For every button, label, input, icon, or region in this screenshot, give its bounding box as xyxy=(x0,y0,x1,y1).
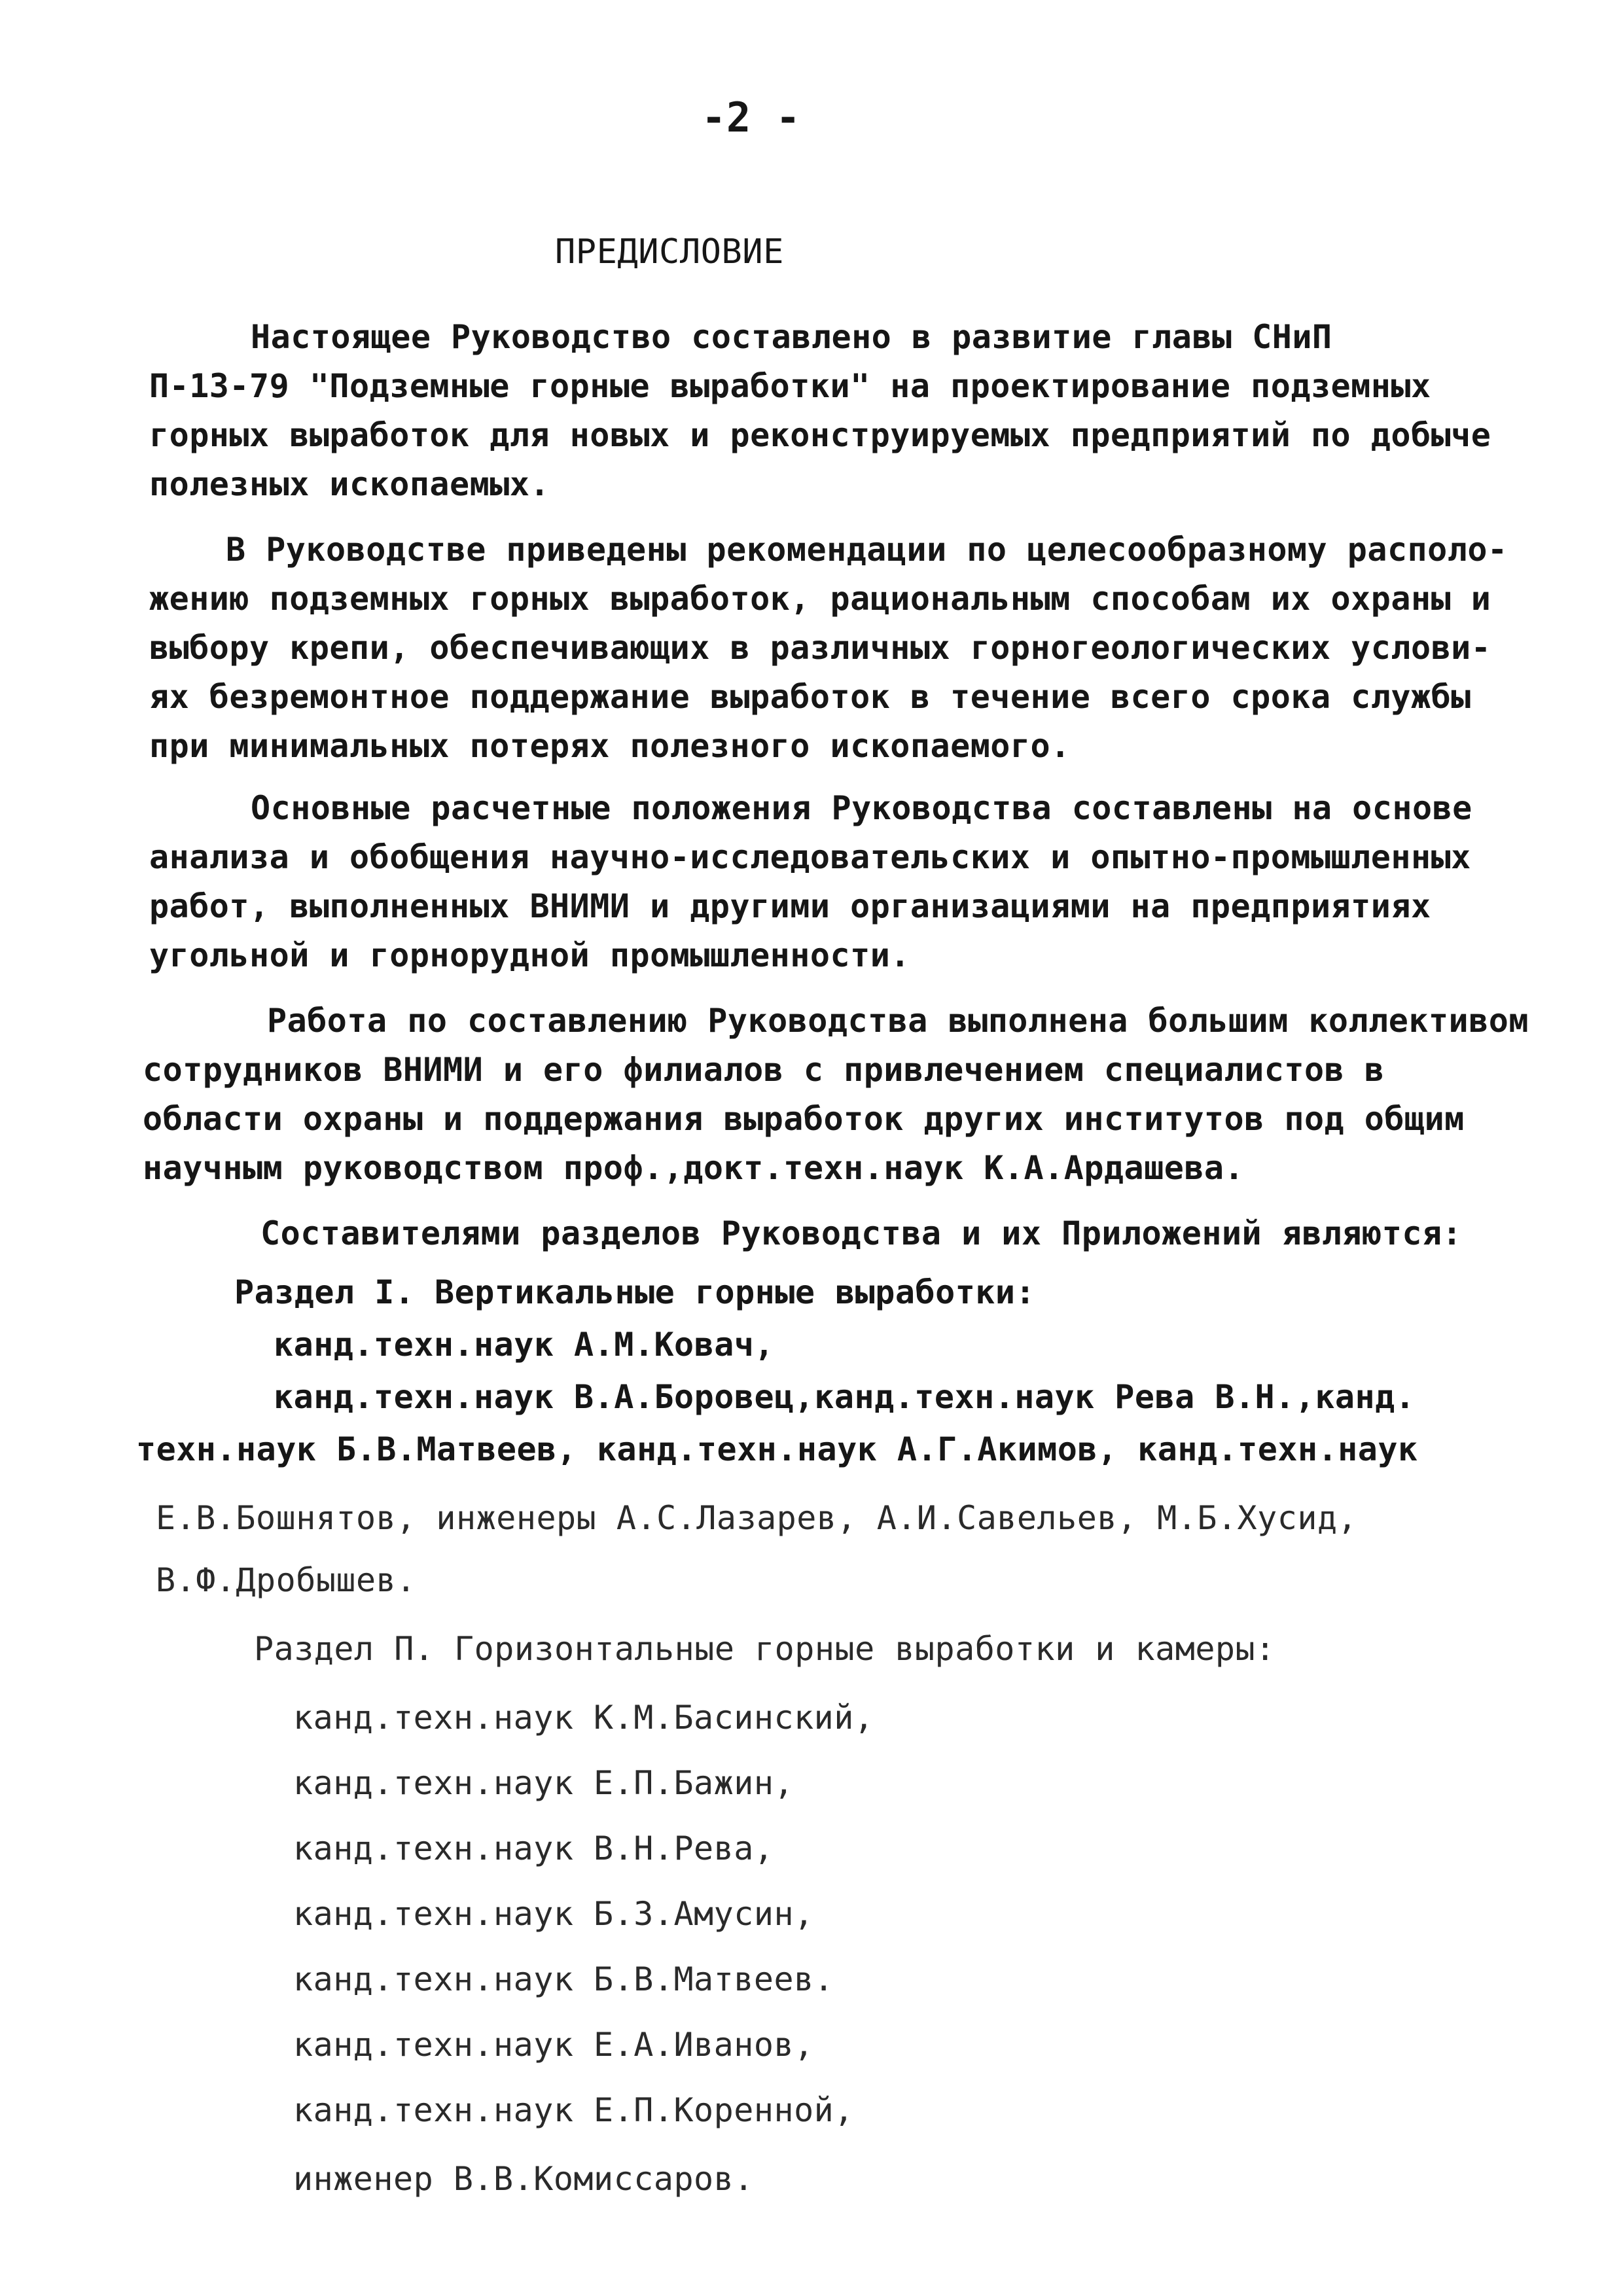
page-title: ПРЕДИСЛОВИЕ xyxy=(555,232,784,272)
paragraph-1-line-1: Настоящее Руководство составлено в развитие главы СНиП xyxy=(251,318,1332,356)
paragraph-1-line-3: горных выработок для новых и реконструируемых предприятий по добыче xyxy=(149,416,1491,454)
paragraph-4-line-3: области охраны и поддержания выработок других институтов под общим xyxy=(143,1100,1465,1138)
paragraph-2-line-2: жению подземных горных выработок, рациональным способам их охраны и xyxy=(149,580,1491,618)
paragraph-2-line-1: В Руководстве приведены рекомендации по целесообразному располо- xyxy=(226,531,1508,569)
section-1-title: Раздел I. Вертикальные горные выработки: xyxy=(234,1273,1036,1311)
paragraph-2-line-4: ях безремонтное поддержание выработок в течение всего срока службы xyxy=(149,678,1471,716)
section-2-line-5: канд.техн.наук Б.В.Матвеев. xyxy=(293,1960,834,1998)
section-2-line-8: инженер В.В.Комиссаров. xyxy=(293,2160,754,2198)
section-1-line-5: В.Ф.Дробышев. xyxy=(156,1561,416,1599)
compilers-intro: Составителями разделов Руководства и их Приложений являются: xyxy=(260,1214,1463,1252)
paragraph-2-line-5: при минимальных потерях полезного ископаемого. xyxy=(149,727,1071,765)
section-2-line-4: канд.техн.наук Б.З.Амусин, xyxy=(293,1895,814,1933)
section-2-line-2: канд.техн.наук Е.П.Бажин, xyxy=(293,1764,794,1802)
paragraph-4-line-2: сотрудников ВНИМИ и его филиалов с привлечением специалистов в xyxy=(143,1051,1385,1089)
section-1-line-1: канд.техн.наук А.М.Ковач, xyxy=(274,1326,775,1364)
paragraph-3-line-4: угольной и горнорудной промышленности. xyxy=(149,936,910,974)
section-2-line-3: канд.техн.наук В.Н.Рева, xyxy=(293,1829,774,1867)
paragraph-3-line-2: анализа и обобщения научно-исследовательских и опытно-промышленных xyxy=(149,838,1471,876)
page-number: -2 - xyxy=(702,94,801,141)
paragraph-3-line-3: работ, выполненных ВНИМИ и другими организациями на предприятиях xyxy=(149,887,1431,925)
paragraph-1-line-4: полезных ископаемых. xyxy=(149,465,550,503)
section-2-title: Раздел П. Горизонтальные горные выработки и камеры: xyxy=(254,1630,1275,1668)
paragraph-1-line-2: П-13-79 "Подземные горные выработки" на проектирование подземных xyxy=(149,367,1431,405)
section-2-line-7: канд.техн.наук Е.П.Коренной, xyxy=(293,2091,854,2129)
section-1-line-4: Е.В.Бошнятов, инженеры А.С.Лазарев, А.И.Савельев, М.Б.Хусид, xyxy=(156,1499,1358,1537)
paragraph-2-line-3: выбору крепи, обеспечивающих в различных горногеологических услови- xyxy=(149,629,1491,667)
paragraph-3-line-1: Основные расчетные положения Руководства составлены на основе xyxy=(251,789,1472,827)
section-2-line-1: канд.техн.наук К.М.Басинский, xyxy=(293,1699,874,1737)
section-1-line-3: техн.наук Б.В.Матвеев, канд.техн.наук А.Г.Акимов, канд.техн.наук xyxy=(136,1430,1418,1468)
section-2-line-6: канд.техн.наук Е.А.Иванов, xyxy=(293,2026,814,2064)
section-1-line-2: канд.техн.наук В.А.Боровец,канд.техн.наук Рева В.Н.,канд. xyxy=(274,1378,1416,1416)
paragraph-4-line-4: научным руководством проф.,докт.техн.наук К.А.Ардашева. xyxy=(143,1149,1245,1187)
paragraph-4-line-1: Работа по составлению Руководства выполнена большим коллективом xyxy=(267,1002,1529,1040)
